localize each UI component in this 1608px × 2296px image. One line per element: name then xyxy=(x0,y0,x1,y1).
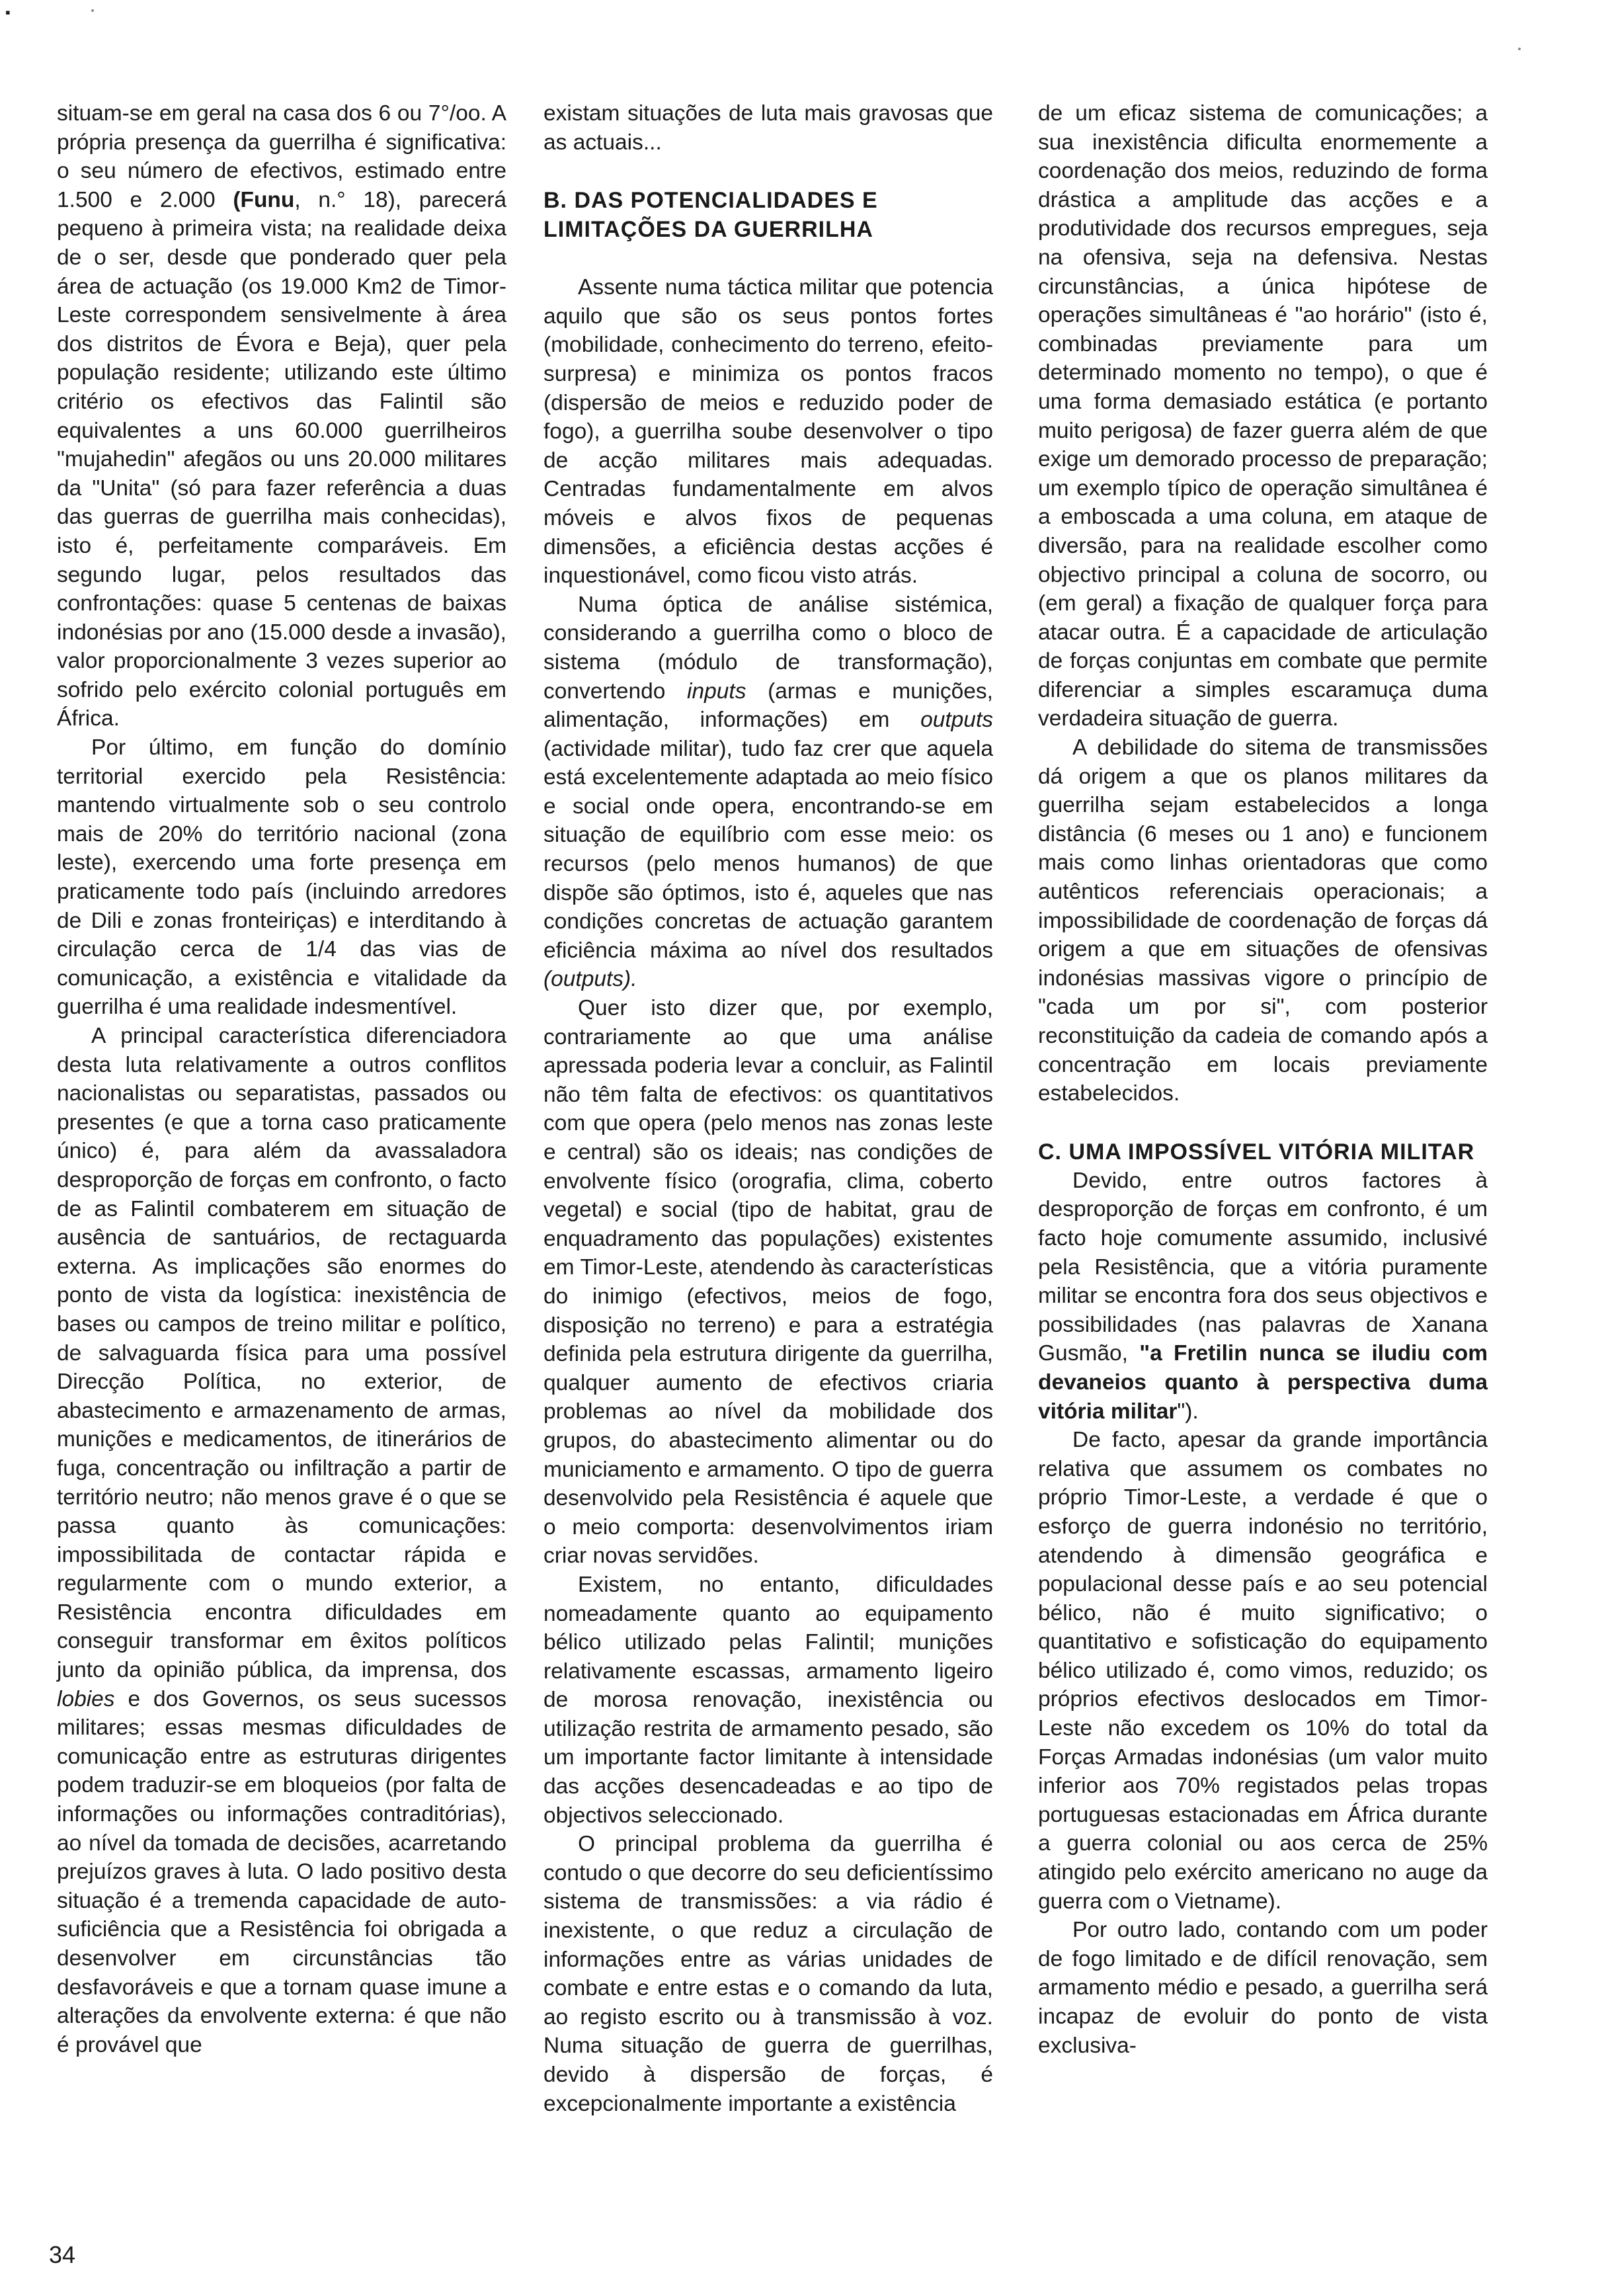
paragraph-text: , n.° 18), parecerá pequeno à primeira vista; na realidade deixa de o ser, desde que ponderado quer pela área de actuação (os 19.000 Km2 de Timor-Leste correspondem sensivelmente à área dos distritos de Évora e Beja), quer pela população residente; utilizando este último critério os efectivos das Falintil são equivalentes a uns 60.000 guerrilheiros "mujahedin" afegãos ou uns 20.000 militares da "Unita" (só para fazer referência a duas das guerras de guerrilha mais conhecidas), isto é, perfeitamente comparáveis. Em segundo lugar, pelos resultados das confrontações: quase 5 centenas de baixas indonésias por ano (15.000 desde a invasão), valor proporcionalmente 3 vezes superior ao sofrido pelo exército colonial português em África. xyxy=(57,187,506,731)
page-number: 34 xyxy=(49,2241,76,2268)
scan-speck xyxy=(1518,48,1521,50)
italic-term: inputs xyxy=(687,678,746,704)
paragraph-text: Numa óptica de análise sistémica, considerando a guerrilha como o bloco de sistema (módulo de transformação), convertendo xyxy=(543,592,993,704)
paragraph: Existem, no entanto, dificuldades nomeadamente quanto ao equipamento bélico utilizado pelas Falintil; munições relativamente escassas, armamento ligeiro de morosa renovação, inexistência ou utilização restrita de armamento pesado, são um importante factor limitante à intensidade das acções desencadeadas e ao tipo de objectivos seleccionado. xyxy=(543,1572,993,1828)
text-column-2 xyxy=(543,99,993,2118)
paragraph: De facto, apesar da grande importância relativa que assumem os combates no próprio Timor-Leste, a verdade é que o esforço de guerra indonésio no território, atendendo à dimensão geográfica e populacional desse país e ao seu potencial bélico, não é muito significativo; o quantitativo e sofisticação do equipamento bélico utilizado é, como vimos, reduzido; os próprios efectivos deslocados em Timor-Leste não excedem os 10% do total da Forças Armadas indonésias (um valor muito inferior aos 70% registados pelas tropas portuguesas estacionadas em África durante a guerra colonial ou aos cerca de 25% atingido pelo exército americano no auge da guerra com o Vietname). xyxy=(1038,1428,1488,1914)
bold-quote: "a Fretilin nunca se iludiu com devaneios quanto à perspectiva duma vitória militar xyxy=(1038,1341,1488,1424)
paragraph-text: A principal característica diferenciadora desta luta relativamente a outros conflitos nacionalistas ou separatistas, passados ou presentes (e que a torna caso praticamente único) é, para além da avassaladora desproporção de forças em confronto, o facto de as Falintil combaterem em situação de ausência de santuários, de rectaguarda externa. As implicações são enormes do ponto de vista da logística: inexistência de bases ou campos de treino militar e político, de salvaguarda física para uma possível Direcção Política, no exterior, de abastecimento e armazenamento de armas, munições e medicamentos, de itinerários de fuga, concentração ou infiltração a partir de território neutro; não menos grave é o que se passa quanto às comunicações: impossibilitada de contactar rápida e regularmente com o mundo exterior, a Resistência encontra dificuldades em conseguir transformar em êxitos políticos junto da opinião pública, da imprensa, dos xyxy=(57,1024,506,1683)
scan-speck xyxy=(91,9,94,12)
source-reference: Funu xyxy=(240,187,295,212)
paragraph: Por último, em função do domínio territorial exercido pela Resistência: mantendo virtualmente sob o seu controlo mais de 20% do território nacional (zona leste), exercendo uma forte presença em praticamente todo país (incluindo arredores de Dili e zonas fronteiriças) e interditando à circulação cerca de 1/4 das vias de comunicação, a existência e vitalidade da guerrilha é uma realidade indesmentível. xyxy=(57,735,506,1020)
section-heading-c: C. UMA IMPOSSÍVEL VITÓRIA MILITAR xyxy=(1038,1139,1475,1165)
paragraph-text: Devido, entre outros factores à desproporção de forças em confronto, é um facto hoje comumente assumido, inclusivé pela Resistência, que a vitória puramente militar se encontra fora dos seus objectivos e possibilidades (nas palavras de Xanana Gusmão, xyxy=(1038,1168,1488,1366)
paragraph-text: situam-se em geral na casa dos 6 ou 7°/oo. A própria presença da guerrilha é significativa: o seu número de efectivos, estimado entre 1.500 e 2.000 xyxy=(57,101,506,212)
paragraph: O principal problema da guerrilha é contudo o que decorre do seu deficientíssimo sistema de transmissões: a via rádio é inexistente, o que reduz a circulação de informações entre as várias unidades de combate e entre estas e o comando da luta, ao registo escrito ou à transmissão à voz. Numa situação de guerra de guerrilhas, devido à dispersão de forças, é excepcionalmente importante a existência xyxy=(543,1832,993,2116)
paragraph xyxy=(57,1022,506,2059)
corner-mark: ▪ xyxy=(5,4,11,20)
italic-term: (outputs). xyxy=(543,967,637,992)
paragraph: situam-se em geral na casa dos 6 ou 7°/oo. A própria presença da guerrilha é significativa: o seu número de efectivos, estimado entre 1.500 e 2.000 (Funu, n.° 18), parecerá pequeno à primeira vista; na realidade deixa de o ser, desde que ponderado quer pela área de actuação (os 19.000 Km2 de Timor-Leste correspondem sensivelmente à área dos distritos de Évora e Beja), quer pela população residente; utilizando este último critério os efectivos das Falintil são equivalentes a uns 60.000 guerrilheiros "mujahedin" afegãos ou uns 20.000 militares da "Unita" (só para fazer referência a duas das guerras de guerrilha mais conhecidas), isto é, perfeitamente comparáveis. Em segundo lugar, pelos resultados das confrontações: quase 5 centenas de baixas indonésias por ano (15.000 desde a invasão), valor proporcionalmente 3 vezes superior ao sofrido pelo exército colonial português em África. xyxy=(57,101,506,731)
paragraph: de um eficaz sistema de comunicações; a sua inexistência dificulta enormemente a coordenação dos meios, reduzindo de forma drástica a amplitude das acções e a produtividade dos recursos empregues, seja na ofensiva, seja na defensiva. Nestas circunstâncias, a única hipótese de operações simultâneas é "ao horário" (isto é, combinadas previamente para um determinado momento no tempo), o que é uma forma demasiado estática (e portanto muito perigosa) de fazer guerra além de que exige um demorado processo de preparação; um exemplo típico de operação simultânea é a emboscada a uma coluna, em ataque de diversão, para na realidade escolher como objectivo principal a coluna de socorro, ou (em geral) a fixação de qualquer força para atacar outra. É a capacidade de articulação de forças conjuntas em combate que permite diferenciar a simples escaramuça duma verdadeira situação de guerra. xyxy=(1038,101,1488,731)
spacer xyxy=(1038,1108,1488,1137)
italic-term: lobies xyxy=(57,1686,115,1711)
spacer xyxy=(543,244,993,273)
paragraph-text: (armas e munições, alimentação, informações) em xyxy=(543,678,993,733)
text-column-3 xyxy=(1038,99,1488,2060)
section-heading-b: B. DAS POTENCIALIDADES E LIMITAÇÕES DA GUERRILHA xyxy=(543,188,878,243)
paragraph: A debilidade do sitema de transmissões dá origem a que os planos militares da guerrilha sejam estabelecidos a longa distância (6 meses ou 1 ano) e funcionem mais como linhas orientadoras que como autênticos referenciais operacionais; a impossibilidade de coordenação de forças dá origem a que em situações de ofensivas indonésias massivas vigore o princípio de "cada um por si", com posterior reconstituição da cadeia de comando após a concentração em locais previamente estabelecidos. xyxy=(1038,735,1488,1106)
paragraph: Quer isto dizer que, por exemplo, contrariamente ao que uma análise apressada poderia levar a concluir, as Falintil não têm falta de efectivos: os quantitativos com que opera (pelo menos nas zonas leste e central) são os ideais; nas condições de envolvente físico (orografia, clima, coberto vegetal) e social (tipo de habitat, grau de enquadramento das populações) existentes em Timor-Leste, atendendo às características do inimigo (efectivos, meios de fogo, disposição no terreno) e para a estratégia definida pela estrutura dirigente da guerrilha, qualquer aumento de efectivos criaria problemas ao nível da mobilidade dos grupos, do abastecimento alimentar ou do municiamento e armamento. O tipo de guerra desenvolvido pela Resistência é aquele que o meio comporta: desenvolvimentos iriam criar novas servidões. xyxy=(543,996,993,1569)
paragraph: Por outro lado, contando com um poder de fogo limitado e de difícil renovação, sem armamento médio e pesado, a guerrilha será incapaz de evoluir do ponto de vista exclusiva- xyxy=(1038,1918,1488,2058)
spacer xyxy=(543,157,993,186)
paragraph xyxy=(543,591,993,994)
paragraph: existam situações de luta mais gravosas que as actuais... xyxy=(543,101,993,155)
text-column-1 xyxy=(57,99,506,2059)
paragraph-text: "). xyxy=(1177,1399,1199,1424)
paragraph xyxy=(1038,1167,1488,1426)
paragraph-text: (actividade militar), tudo faz crer que aquela está excelentemente adaptada ao meio físico e social onde opera, encontrando-se em situação de equilíbrio com esse meio: os recursos (pelo menos humanos) de que dispõe são óptimos, isto é, aqueles que nas condições concretas de actuação garantem eficiência máxima ao nível dos resultados xyxy=(543,736,993,963)
italic-term: outputs xyxy=(920,708,993,733)
paragraph: Assente numa táctica militar que potencia aquilo que são os seus pontos fortes (mobilidade, conhecimento do terreno, efeito-surpresa) e minimiza os pontos fracos (dispersão de meios e reduzido poder de fogo), a guerrilha soube desenvolver o tipo de acção militares mais adequadas. Centradas fundamentalmente em alvos móveis e alvos fixos de pequenas dimensões, a eficiência destas acções é inquestionável, como ficou visto atrás. xyxy=(543,275,993,589)
paragraph-text: e dos Governos, os seus sucessos militares; essas mesmas dificuldades de comunicação entre as estruturas dirigentes podem traduzir-se em bloqueios (por falta de informações ou informações contraditórias), ao nível da tomada de decisões, acarretando prejuízos graves à luta. O lado positivo desta situação é a tremenda capacidade de auto-suficiência que a Resistência foi obrigada a desenvolver em circunstâncias tão desfavoráveis e que a tornam quase imune a alterações da envolvente externa: é que não é provável que xyxy=(57,1686,506,2057)
